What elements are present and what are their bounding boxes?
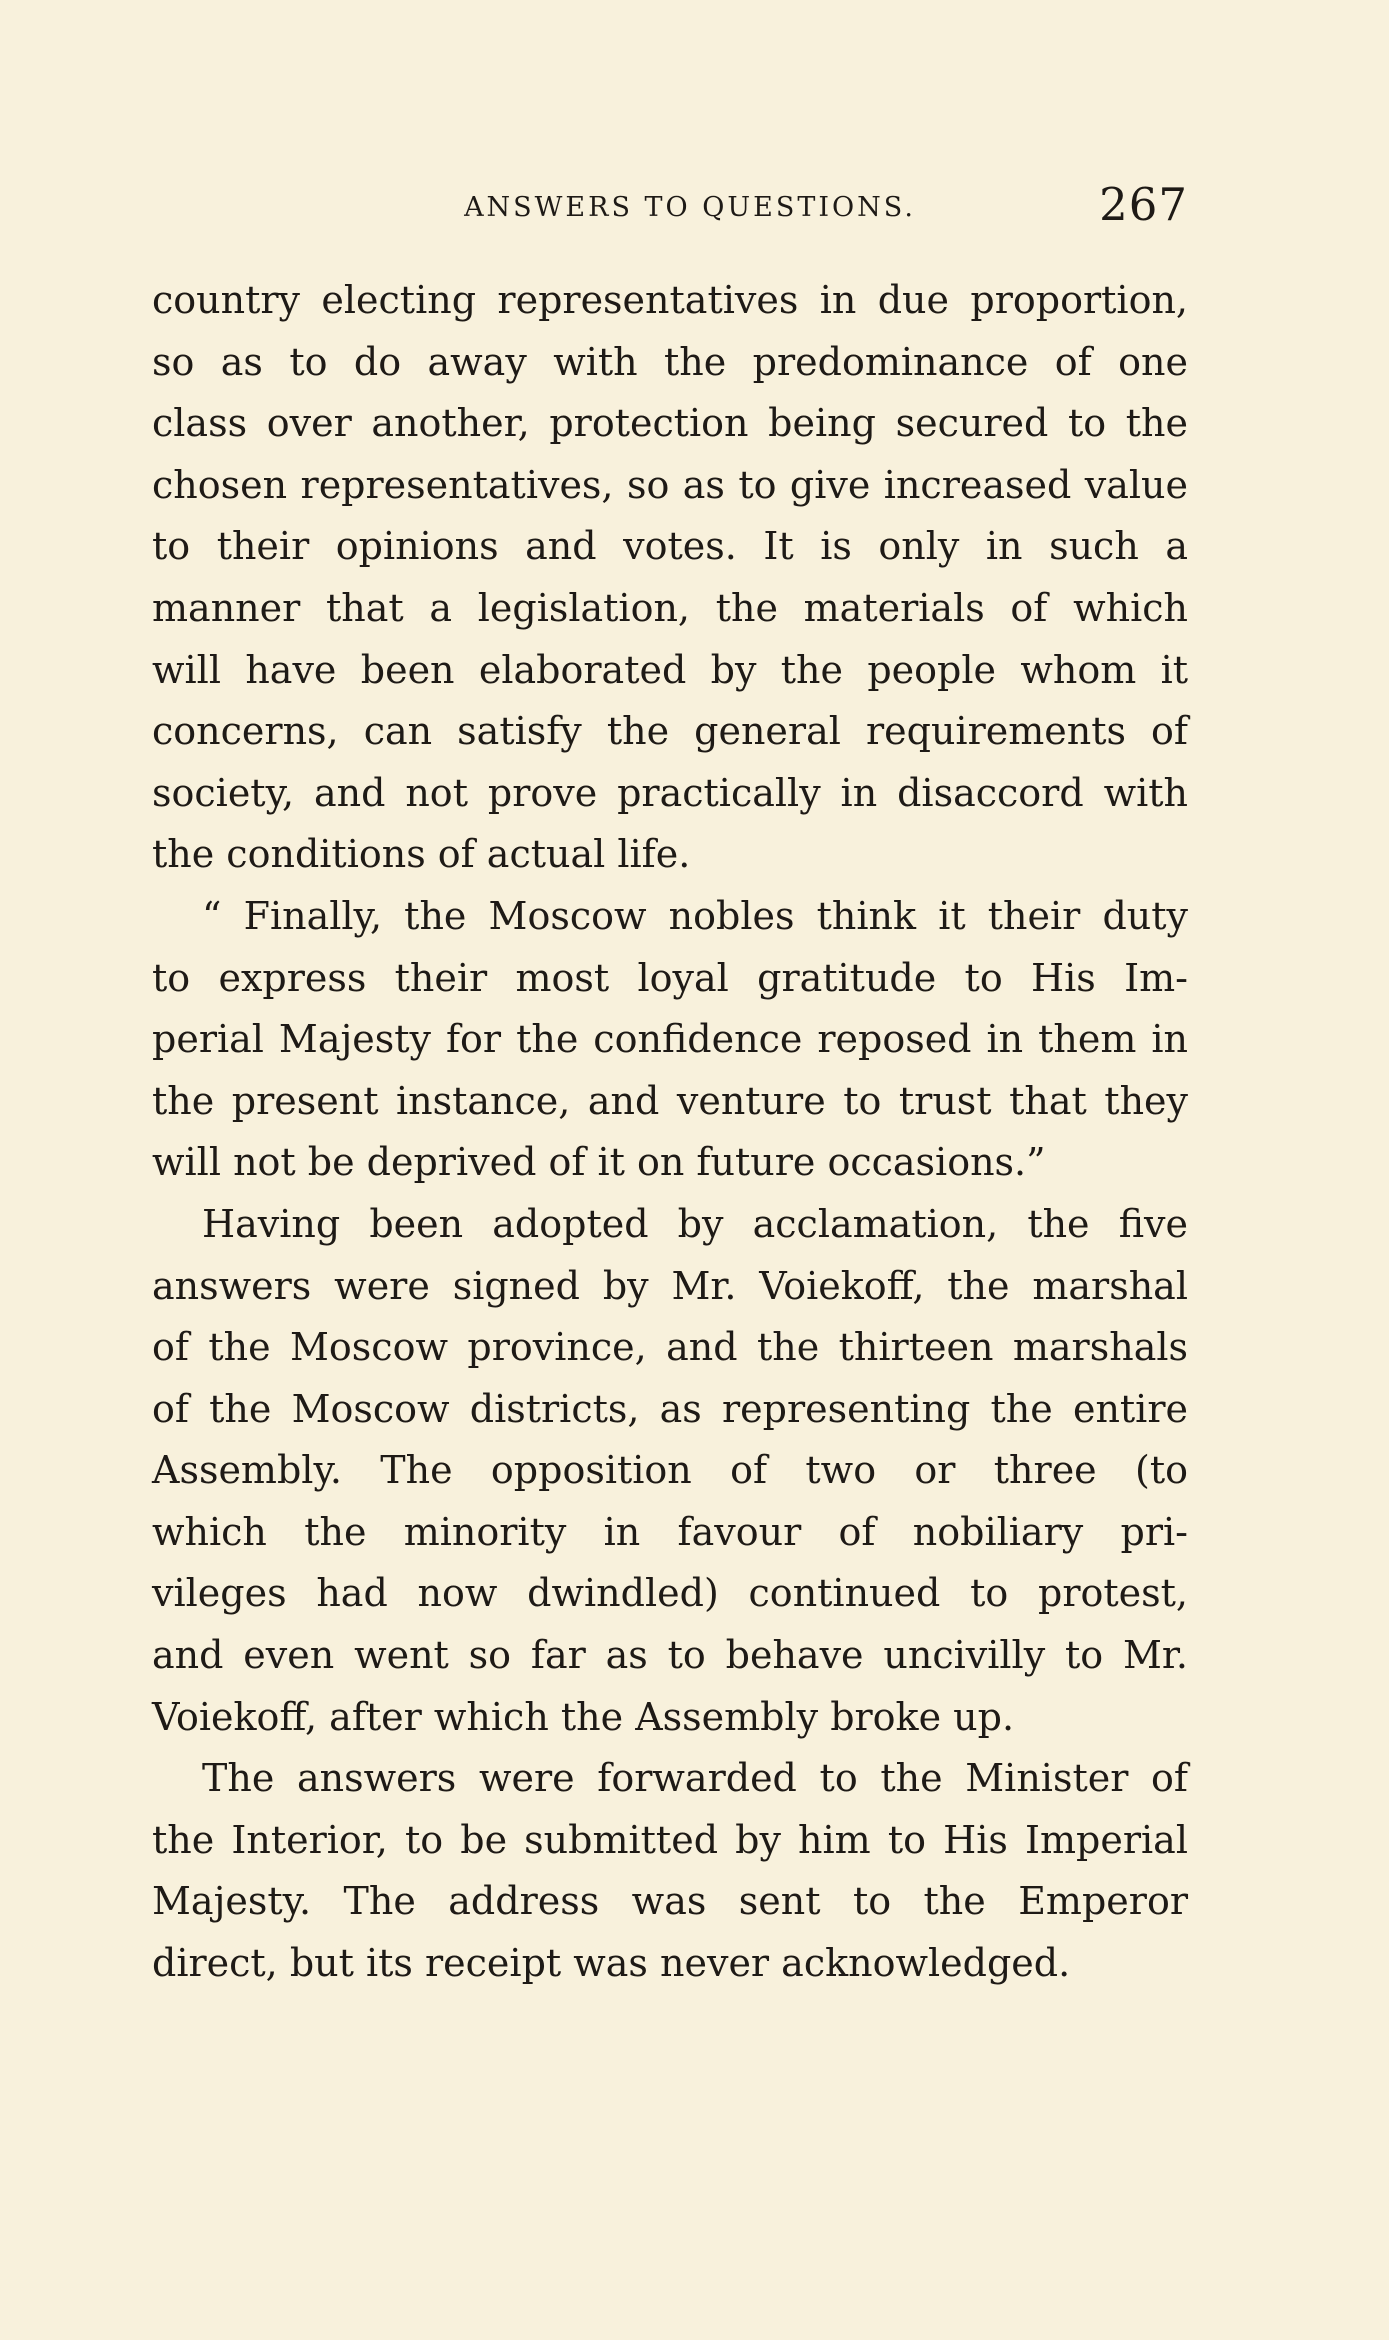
text-line: the Interior, to be submitted by him to His Imperial — [152, 1817, 1188, 1862]
text-line: Majesty. The address was sent to the Emperor — [152, 1879, 1188, 1924]
running-title: ANSWERS TO QUESTIONS. — [464, 192, 916, 223]
body-text — [152, 270, 1188, 1995]
text-line: country electing representatives in due proportion, — [152, 278, 1188, 322]
text-line: will not be deprived of it on future occasions.” — [152, 1140, 1046, 1185]
text-line: The answers were forwarded to the Minister of — [202, 1756, 1188, 1801]
text-line: perial Majesty for the confidence reposed in them in — [152, 1017, 1188, 1062]
text-line: manner that a legislation, the materials of which — [152, 585, 1188, 630]
text-line: chosen representatives, so as to give increased value — [152, 462, 1188, 507]
text-line: concerns, can satisfy the general requirements of — [152, 709, 1188, 754]
text-line: Voiekoff, after which the Assembly broke up. — [152, 1694, 1015, 1739]
text-line: of the Moscow districts, as representing the entire — [152, 1386, 1188, 1431]
text-line: class over another, protection being secured to the — [152, 401, 1188, 446]
text-line: will have been elaborated by the people whom it — [152, 647, 1188, 692]
running-header — [152, 176, 1188, 236]
text-line: the present instance, and venture to trust that they — [152, 1078, 1188, 1123]
text-line: Assembly. The opposition of two or three (to — [152, 1448, 1188, 1493]
text-line: Having been adopted by acclamation, the five — [202, 1201, 1188, 1246]
text-line: society, and not prove practically in disaccord with — [152, 770, 1188, 815]
text-line: direct, but its receipt was never acknowledged. — [152, 1941, 1071, 1986]
text-line: to express their most loyal gratitude to His Im- — [152, 955, 1188, 1000]
text-line: answers were signed by Mr. Voiekoff, the marshal — [152, 1263, 1188, 1308]
text-line: of the Moscow province, and the thirteen marshals — [152, 1325, 1188, 1370]
text-line: and even went so far as to behave uncivilly to Mr. — [152, 1633, 1188, 1678]
text-line: “ Finally, the Moscow nobles think it their duty — [202, 893, 1188, 938]
text-line: vileges had now dwindled) continued to protest, — [152, 1571, 1188, 1616]
page-number: 267 — [1099, 178, 1188, 231]
text-line: so as to do away with the predominance of one — [152, 339, 1188, 384]
text-line: to their opinions and votes. It is only in such a — [152, 524, 1188, 569]
text-line: which the minority in favour of nobiliary pri- — [152, 1509, 1188, 1554]
text-line: the conditions of actual life. — [152, 832, 691, 877]
